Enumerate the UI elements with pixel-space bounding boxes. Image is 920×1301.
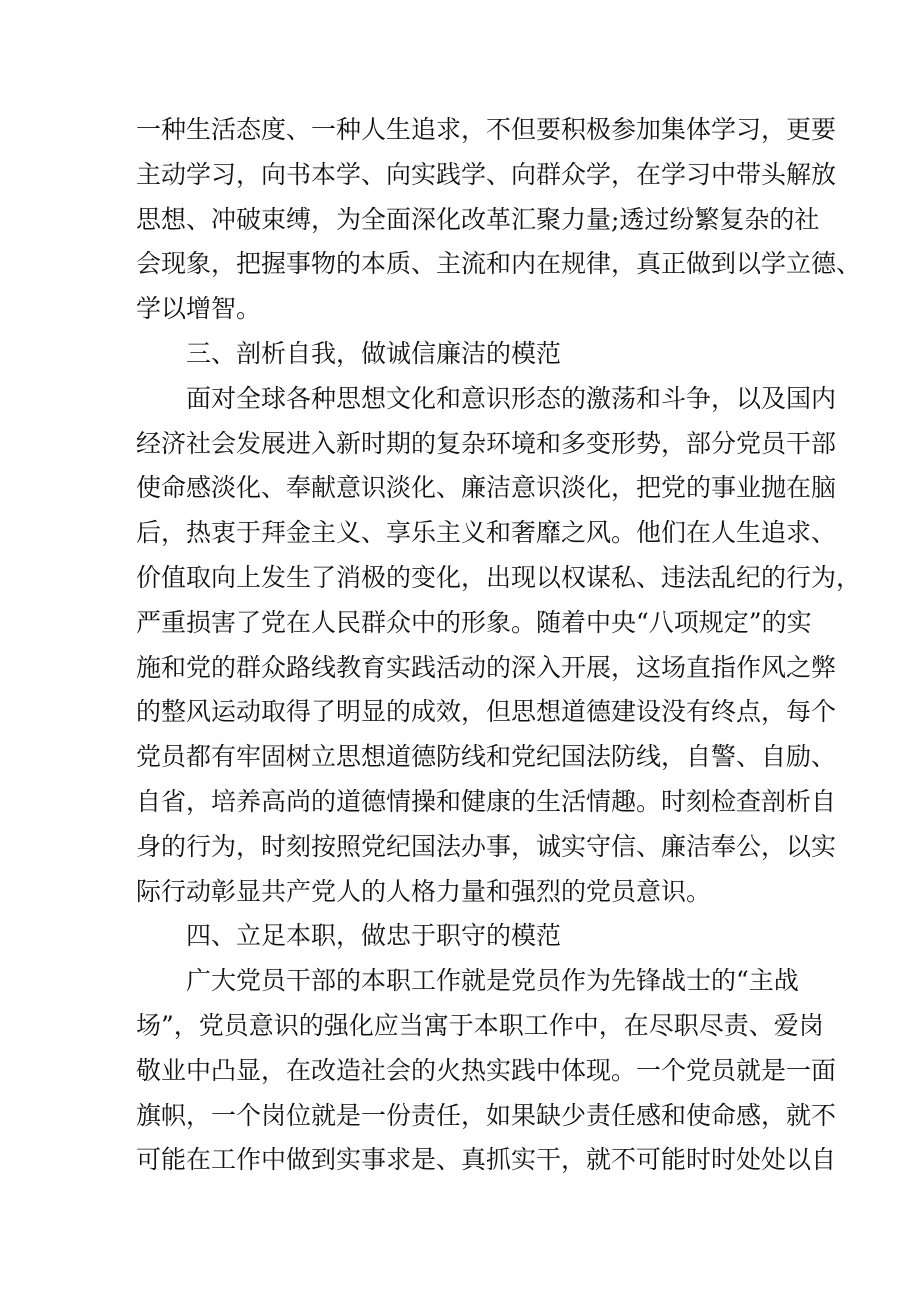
text-line: 党员都有牢固树立思想道德防线和党纪国法防线，自警、自励、 bbox=[136, 742, 837, 772]
text-line: 思想、冲破束缚，为全面深化改革汇聚力量;透过纷繁复杂的社 bbox=[136, 204, 820, 234]
text-line: 学以增智。 bbox=[136, 294, 262, 324]
text-line: 际行动彰显共产党人的人格力量和强烈的党员意识。 bbox=[136, 876, 712, 906]
document-body bbox=[136, 108, 862, 1183]
text-line: 一种生活态度、一种人生追求，不但要积极参加集体学习，更要 bbox=[136, 115, 837, 144]
text-line: 身的行为，时刻按照党纪国法办事，诚实守信、廉洁奉公，以实 bbox=[136, 831, 837, 861]
text-line: 广大党员干部的本职工作就是党员作为先锋战士的“主战 bbox=[186, 966, 799, 996]
text-line: 主动学习，向书本学、向实践学、向群众学，在学习中带头解放 bbox=[136, 159, 837, 189]
text-line: 可能在工作中做到实事求是、真抓实干，就不可能时时处处以自 bbox=[136, 1145, 837, 1175]
text-line: 经济社会发展进入新时期的复杂环境和多变形势，部分党员干部 bbox=[136, 428, 837, 458]
text-line: 的整风运动取得了明显的成效，但思想道德建设没有终点，每个 bbox=[136, 697, 837, 727]
text-line: 后，热衷于拜金主义、享乐主义和奢靡之风。他们在人生追求、 bbox=[136, 518, 837, 548]
text-line: 旗帜，一个岗位就是一份责任，如果缺少责任感和使命感，就不 bbox=[136, 1100, 837, 1130]
section-heading-4: 四、立足本职，做忠于职守的模范 bbox=[186, 921, 562, 951]
section-heading-3: 三、剖析自我，做诚信廉洁的模范 bbox=[186, 338, 562, 368]
text-line: 严重损害了党在人民群众中的形象。随着中央“八项规定”的实 bbox=[136, 607, 812, 637]
text-line: 场”，党员意识的强化应当寓于本职工作中，在尽职尽责、爱岗 bbox=[136, 1010, 824, 1040]
text-line: 使命感淡化、奉献意识淡化、廉洁意识淡化，把党的事业抛在脑 bbox=[136, 473, 837, 503]
text-line: 施和党的群众路线教育实践活动的深入开展，这场直指作风之弊 bbox=[136, 652, 837, 682]
text-line: 面对全球各种思想文化和意识形态的激荡和斗争，以及国内 bbox=[186, 383, 837, 413]
text-line: 自省，培养高尚的道德情操和健康的生活情趣。时刻检查剖析自 bbox=[136, 786, 837, 816]
text-line: 价值取向上发生了消极的变化，出现以权谋私、违法乱纪的行为， bbox=[136, 562, 862, 592]
text-line: 敬业中凸显，在改造社会的火热实践中体现。一个党员就是一面 bbox=[136, 1055, 837, 1085]
text-line: 会现象，把握事物的本质、主流和内在规律，真正做到以学立德、 bbox=[136, 249, 862, 279]
